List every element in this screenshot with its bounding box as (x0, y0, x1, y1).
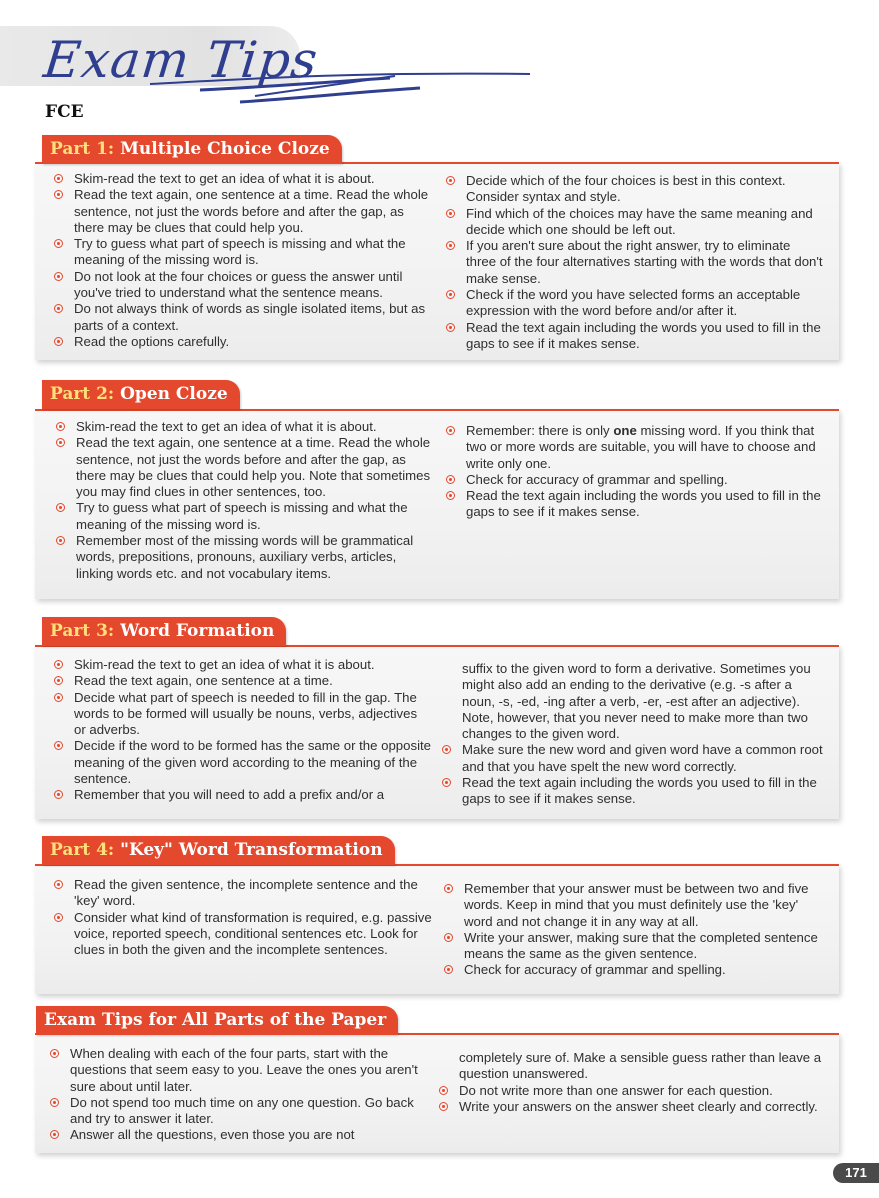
section-heading: Part 1: Multiple Choice Cloze (42, 135, 342, 164)
bullet-icon (439, 1086, 448, 1095)
bullet-icon (54, 693, 63, 702)
list-item: Skim-read the text to get an idea of what it is about. (54, 419, 434, 435)
list-item: Try to guess what part of speech is missing and what the meaning of the missing word is. (54, 500, 434, 533)
list-item: Consider what kind of transformation is required, e.g. passive voice, reported speech, conditional sentences etc. Look for clues in both the given and the incomplete sentences. (52, 910, 432, 959)
list-item: Decide what part of speech is needed to fill in the gap. The words to be formed will usually be nouns, verbs, adjectives or adverbs. (52, 690, 432, 739)
list-item: Check if the word you have selected forms an acceptable expression with the word before and/or after it. (444, 287, 824, 320)
list-item: Read the given sentence, the incomplete sentence and the 'key' word. (52, 877, 432, 910)
list-item: If you aren't sure about the right answer, try to eliminate three of the four alternatives starting with the words that don't make sense. (444, 238, 824, 287)
list-item: Read the text again including the words you used to fill in the gaps to see if it makes sense. (444, 488, 826, 521)
bullet-icon (446, 209, 455, 218)
list-item: Decide if the word to be formed has the same or the opposite meaning of the given word according to the meaning of the sentence. (52, 738, 432, 787)
section-heading: Part 2: Open Cloze (42, 380, 240, 409)
bullet-icon (446, 426, 455, 435)
left-column (52, 171, 434, 350)
list-item: Remember that your answer must be between two and five words. Keep in mind that you must definitely use the 'key' word and not change it in any way at all. (442, 881, 826, 930)
list-item: Read the text again, one sentence at a time. Read the whole sentence, not just the words before and after the gap, as there may be clues that could help you. Note that sometimes you may find clues in other sentences, too. (54, 435, 434, 500)
right-column (444, 423, 826, 521)
bullet-icon (54, 304, 63, 313)
list-item: Check for accuracy of grammar and spelling. (442, 962, 826, 978)
bullet-icon (446, 290, 455, 299)
right-column (440, 661, 826, 808)
list-item: Skim-read the text to get an idea of what it is about. (52, 657, 432, 673)
bullet-icon (444, 965, 453, 974)
bullet-icon (444, 884, 453, 893)
list-item: Try to guess what part of speech is missing and what the meaning of the missing word is. (52, 236, 434, 269)
bullet-icon (446, 475, 455, 484)
list-item: Read the options carefully. (52, 334, 434, 350)
list-item: Read the text again, one sentence at a time. (52, 673, 432, 689)
right-column (444, 173, 824, 352)
bullet-icon (446, 241, 455, 250)
page-title: Exam Tips (40, 31, 321, 89)
list-item-continued: completely sure of. Make a sensible guess rather than leave a question unanswered. (459, 1050, 822, 1082)
list-item: Skim-read the text to get an idea of what it is about. (52, 171, 434, 187)
bullet-icon (56, 438, 65, 447)
section-heading: Exam Tips for All Parts of the Paper (36, 1006, 398, 1035)
list-item: Answer all the questions, even those you are not (48, 1127, 432, 1143)
bullet-icon (54, 174, 63, 183)
section-heading: Part 3: Word Formation (42, 617, 286, 646)
list-item: Do not spend too much time on any one question. Go back and try to answer it later. (48, 1095, 432, 1128)
list-item: Remember that you will need to add a prefix and/or a (52, 787, 432, 803)
bullet-icon (54, 790, 63, 799)
exam-name: FCE (45, 102, 84, 122)
bullet-icon (54, 913, 63, 922)
bullet-icon (54, 880, 63, 889)
bullet-icon (442, 745, 451, 754)
bullet-icon (54, 741, 63, 750)
bullet-icon (50, 1130, 59, 1139)
list-item: Do not look at the four choices or guess the answer until you've tried to understand what the sentence means. (52, 269, 434, 302)
bullet-icon (56, 503, 65, 512)
bullet-icon (442, 778, 451, 787)
bullet-icon (54, 676, 63, 685)
list-item: Read the text again, one sentence at a time. Read the whole sentence, not just the words before and after the gap, as there may be clues that could help you. (52, 187, 434, 236)
list-item: Remember: there is only one missing word. If you think that two or more words are suitable, you will have to choose and write only one. (444, 423, 826, 472)
bullet-icon (50, 1049, 59, 1058)
list-item: Write your answer, making sure that the completed sentence means the same as the given sentence. (442, 930, 826, 963)
bullet-icon (54, 337, 63, 346)
list-item: Find which of the choices may have the same meaning and decide which one should be left out. (444, 206, 824, 239)
bullet-icon (54, 239, 63, 248)
section-heading: Part 4: "Key" Word Transformation (42, 836, 395, 865)
list-item: Read the text again including the words you used to fill in the gaps to see if it makes sense. (440, 775, 826, 808)
list-item: When dealing with each of the four parts, start with the questions that seem easy to you. Leave the ones you aren't sure about until later. (48, 1046, 432, 1095)
bullet-icon (56, 422, 65, 431)
bullet-icon (446, 323, 455, 332)
left-column (48, 1046, 432, 1144)
list-item-continued: suffix to the given word to form a derivative. Sometimes you might also add an ending to the derivative (e.g. -s after a noun, -s, -ed, -ing after a verb, -er, -est after an adjective). Note, however, that you never need to make more than two changes to the given word. (462, 661, 811, 742)
list-item: Make sure the new word and given word have a common root and that you have spelt the new word correctly. (440, 742, 826, 775)
bullet-icon (446, 176, 455, 185)
list-item: Decide which of the four choices is best in this context. Consider syntax and style. (444, 173, 824, 206)
bullet-icon (439, 1102, 448, 1111)
bullet-icon (50, 1098, 59, 1107)
list-item: Do not write more than one answer for each question. (437, 1083, 825, 1099)
list-item: Do not always think of words as single isolated items, but as parts of a context. (52, 301, 434, 334)
page-number: 171 (833, 1163, 879, 1183)
bullet-icon (54, 272, 63, 281)
right-column (437, 1050, 825, 1115)
bullet-icon (54, 660, 63, 669)
list-item: Read the text again including the words you used to fill in the gaps to see if it makes sense. (444, 320, 824, 353)
bullet-icon (56, 536, 65, 545)
left-column (52, 657, 432, 804)
list-item: Remember most of the missing words will be grammatical words, prepositions, pronouns, auxiliary verbs, articles, linking words etc. and not vocabulary items. (54, 533, 434, 582)
bullet-icon (444, 933, 453, 942)
list-item: Check for accuracy of grammar and spelling. (444, 472, 826, 488)
left-column (52, 877, 432, 958)
bullet-icon (54, 190, 63, 199)
bullet-icon (446, 491, 455, 500)
left-column (54, 419, 434, 582)
right-column (442, 881, 826, 979)
list-item: Write your answers on the answer sheet clearly and correctly. (437, 1099, 825, 1115)
